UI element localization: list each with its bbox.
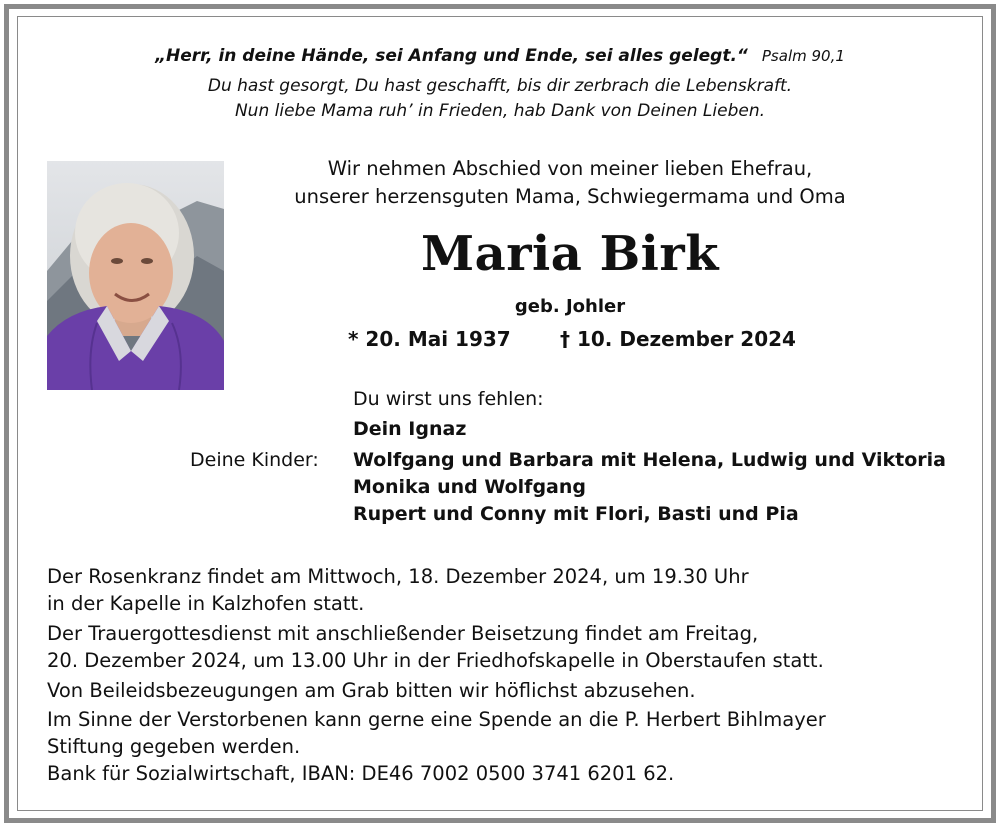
- motto-quote-line: [0, 46, 1000, 66]
- notice-line: Von Beileidsbezeugungen am Grab bitten wir höflichst abzusehen.: [47, 679, 696, 702]
- death-date: † 10. Dezember 2024: [560, 327, 796, 351]
- portrait-photo: [47, 161, 224, 390]
- mourner-husband: Dein Ignaz: [353, 418, 467, 440]
- mourner-child-family: Wolfgang und Barbara mit Helena, Ludwig und Viktoria: [353, 449, 946, 471]
- motto-reference: Psalm 90,1: [761, 47, 845, 65]
- motto-line-2: Du hast gesorgt, Du hast geschafft, bis dir zerbrach die Lebenskraft.: [207, 76, 793, 96]
- birth-date: * 20. Mai 1937: [348, 327, 511, 351]
- motto-quote: „Herr, in deine Hände, sei Anfang und Ende, sei alles gelegt.“: [155, 46, 748, 66]
- notice-line: Der Trauergottesdienst mit anschließender Beisetzung findet am Freitag,: [47, 622, 759, 645]
- mourner-child-family: Monika und Wolfgang: [353, 476, 587, 498]
- deceased-name: Maria Birk: [421, 226, 719, 282]
- motto-line-3: Nun liebe Mama ruh’ in Frieden, hab Dank von Deinen Lieben.: [234, 101, 766, 121]
- intro-line-2: unserer herzensguten Mama, Schwiegermama und Oma: [294, 185, 846, 208]
- notice-line: 20. Dezember 2024, um 13.00 Uhr in der Friedhofskapelle in Oberstaufen statt.: [47, 649, 824, 672]
- portrait-illustration: [47, 161, 224, 390]
- children-label: Deine Kinder:: [190, 449, 319, 471]
- mourner-child-family: Rupert und Conny mit Flori, Basti und Pia: [353, 503, 799, 525]
- intro-line-1: Wir nehmen Abschied von meiner lieben Ehefrau,: [327, 157, 813, 180]
- maiden-name: geb. Johler: [514, 296, 626, 317]
- mourners-intro: Du wirst uns fehlen:: [353, 388, 544, 410]
- notice-line: Im Sinne der Verstorbenen kann gerne eine Spende an die P. Herbert Bihlmayer: [47, 708, 826, 731]
- notice-line: Stiftung gegeben werden.: [47, 735, 301, 758]
- bank-details: Bank für Sozialwirtschaft, IBAN: DE46 7002 0500 3741 6201 62.: [47, 762, 675, 785]
- notice-line: Der Rosenkranz findet am Mittwoch, 18. Dezember 2024, um 19.30 Uhr: [47, 565, 749, 588]
- notice-line: in der Kapelle in Kalzhofen statt.: [47, 592, 365, 615]
